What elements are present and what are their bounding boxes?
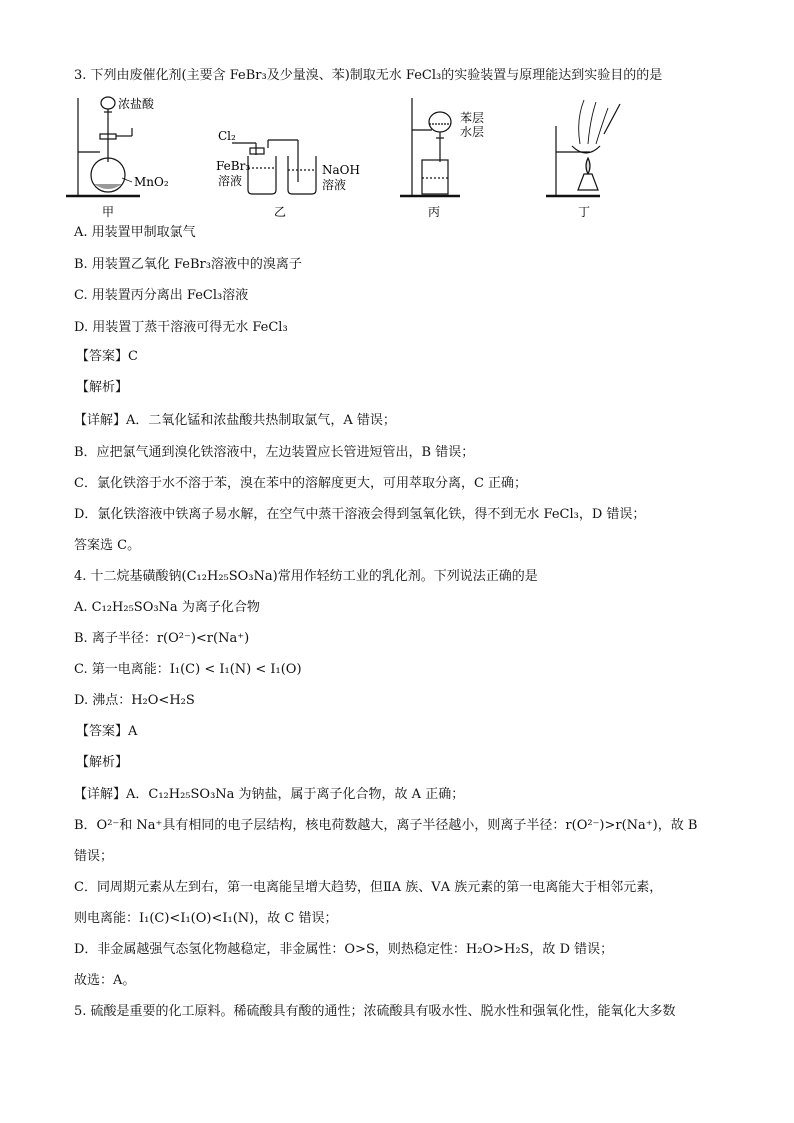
- q4-analysis-line: C．同周期元素从左到右，第一电离能呈增大趋势，但ⅡA 族、ⅤA 族元素的第一电离能大于相邻元素，: [74, 880, 663, 895]
- apparatus-ding: [546, 100, 620, 196]
- caption-yi: 乙: [274, 205, 287, 219]
- label-naoh-solution: 溶液: [322, 178, 347, 192]
- q4-analysis-line: B．O²⁻和 Na⁺具有相同的电子层结构，核电荷数越大，离子半径越小，则离子半径：r(O²⁻)>r(Na⁺)，故 B: [74, 818, 698, 833]
- q4-option-c: C. 第一电离能：I₁(C) < I₁(N) < I₁(O): [74, 662, 302, 677]
- label-cl2: Cl₂: [218, 129, 236, 143]
- q3-analysis-line: C．氯化铁溶于水不溶于苯，溴在苯中的溶解度更大，可用萃取分离，C 正确；: [74, 476, 528, 491]
- q3-analysis-line: B．应把氯气通到溴化铁溶液中，左边装置应长管进短管出，B 错误；: [74, 445, 475, 460]
- q4-analysis-line: 故选：A。: [74, 973, 136, 988]
- q4-analysis-heading: 【解析】: [76, 755, 129, 770]
- q4-analysis-line: D．非金属越强气态氢化物越稳定，非金属性：O>S，则热稳定性：H₂O>H₂S，故 D 错误；: [74, 942, 614, 957]
- q4-answer: 【答案】A: [76, 724, 138, 739]
- q4-stem: 4. 十二烷基磺酸钠(C₁₂H₂₅SO₃Na)常用作轻纺工业的乳化剂。下列说法正确的是: [74, 569, 538, 584]
- caption-jia: 甲: [102, 205, 115, 219]
- caption-ding: 丁: [578, 205, 591, 219]
- q3-answer: 【答案】C: [76, 349, 138, 364]
- q3-stem: 3. 下列由废催化剂(主要含 FeBr₃及少量溴、苯)制取无水 FeCl₃的实验装置与原理能达到实验目的的是: [74, 68, 663, 83]
- q4-option-a: A. C₁₂H₂₅SO₃Na 为离子化合物: [74, 600, 260, 615]
- label-febr3: FeBr₃: [216, 159, 251, 173]
- q3-analysis-heading: 【解析】: [76, 380, 129, 395]
- label-febr3-solution: 溶液: [218, 174, 243, 188]
- label-mno2: MnO₂: [134, 175, 169, 189]
- q3-analysis-line: D．氯化铁溶液中铁离子易水解，在空气中蒸干溶液会得到氢氧化铁，得不到无水 FeCl₃，D 错误；: [74, 507, 646, 522]
- q5-stem: 5. 硫酸是重要的化工原料。稀硫酸具有酸的通性；浓硫酸具有吸水性、脱水性和强氧化性，能氧化大多数: [74, 1004, 676, 1019]
- q3-option-b: B. 用装置乙氧化 FeBr₃溶液中的溴离子: [74, 257, 302, 272]
- caption-bing: 丙: [428, 205, 441, 219]
- q3-option-a: A. 用装置甲制取氯气: [74, 225, 196, 240]
- q4-option-d: D. 沸点：H₂O<H₂S: [74, 693, 195, 708]
- q4-analysis-line: 错误；: [74, 849, 114, 864]
- q3-option-d: D. 用装置丁蒸干溶液可得无水 FeCl₃: [74, 320, 288, 335]
- label-naoh: NaOH: [322, 163, 360, 177]
- q3-option-c: C. 用装置丙分离出 FeCl₃溶液: [74, 288, 249, 303]
- apparatus-bing: [400, 98, 460, 196]
- apparatus-jia: [66, 97, 140, 196]
- q4-analysis-line: 则电离能：I₁(C)<I₁(O)<I₁(N)，故 C 错误；: [74, 911, 338, 926]
- q4-analysis-line: 【详解】A．C₁₂H₂₅SO₃Na 为钠盐，属于离子化合物，故 A 正确；: [74, 787, 465, 802]
- label-water-layer: 水层: [460, 125, 485, 139]
- q3-analysis-line: 答案选 C。: [74, 538, 141, 553]
- q3-analysis-line: 【详解】A．二氧化锰和浓盐酸共热制取氯气，A 错误；: [74, 413, 396, 428]
- label-conc-hcl: 浓盐酸: [118, 97, 155, 111]
- q4-option-b: B. 离子半径：r(O²⁻)<r(Na⁺): [74, 631, 250, 646]
- q3-apparatus-figure: [60, 90, 660, 220]
- label-benzene-layer: 苯层: [460, 111, 485, 125]
